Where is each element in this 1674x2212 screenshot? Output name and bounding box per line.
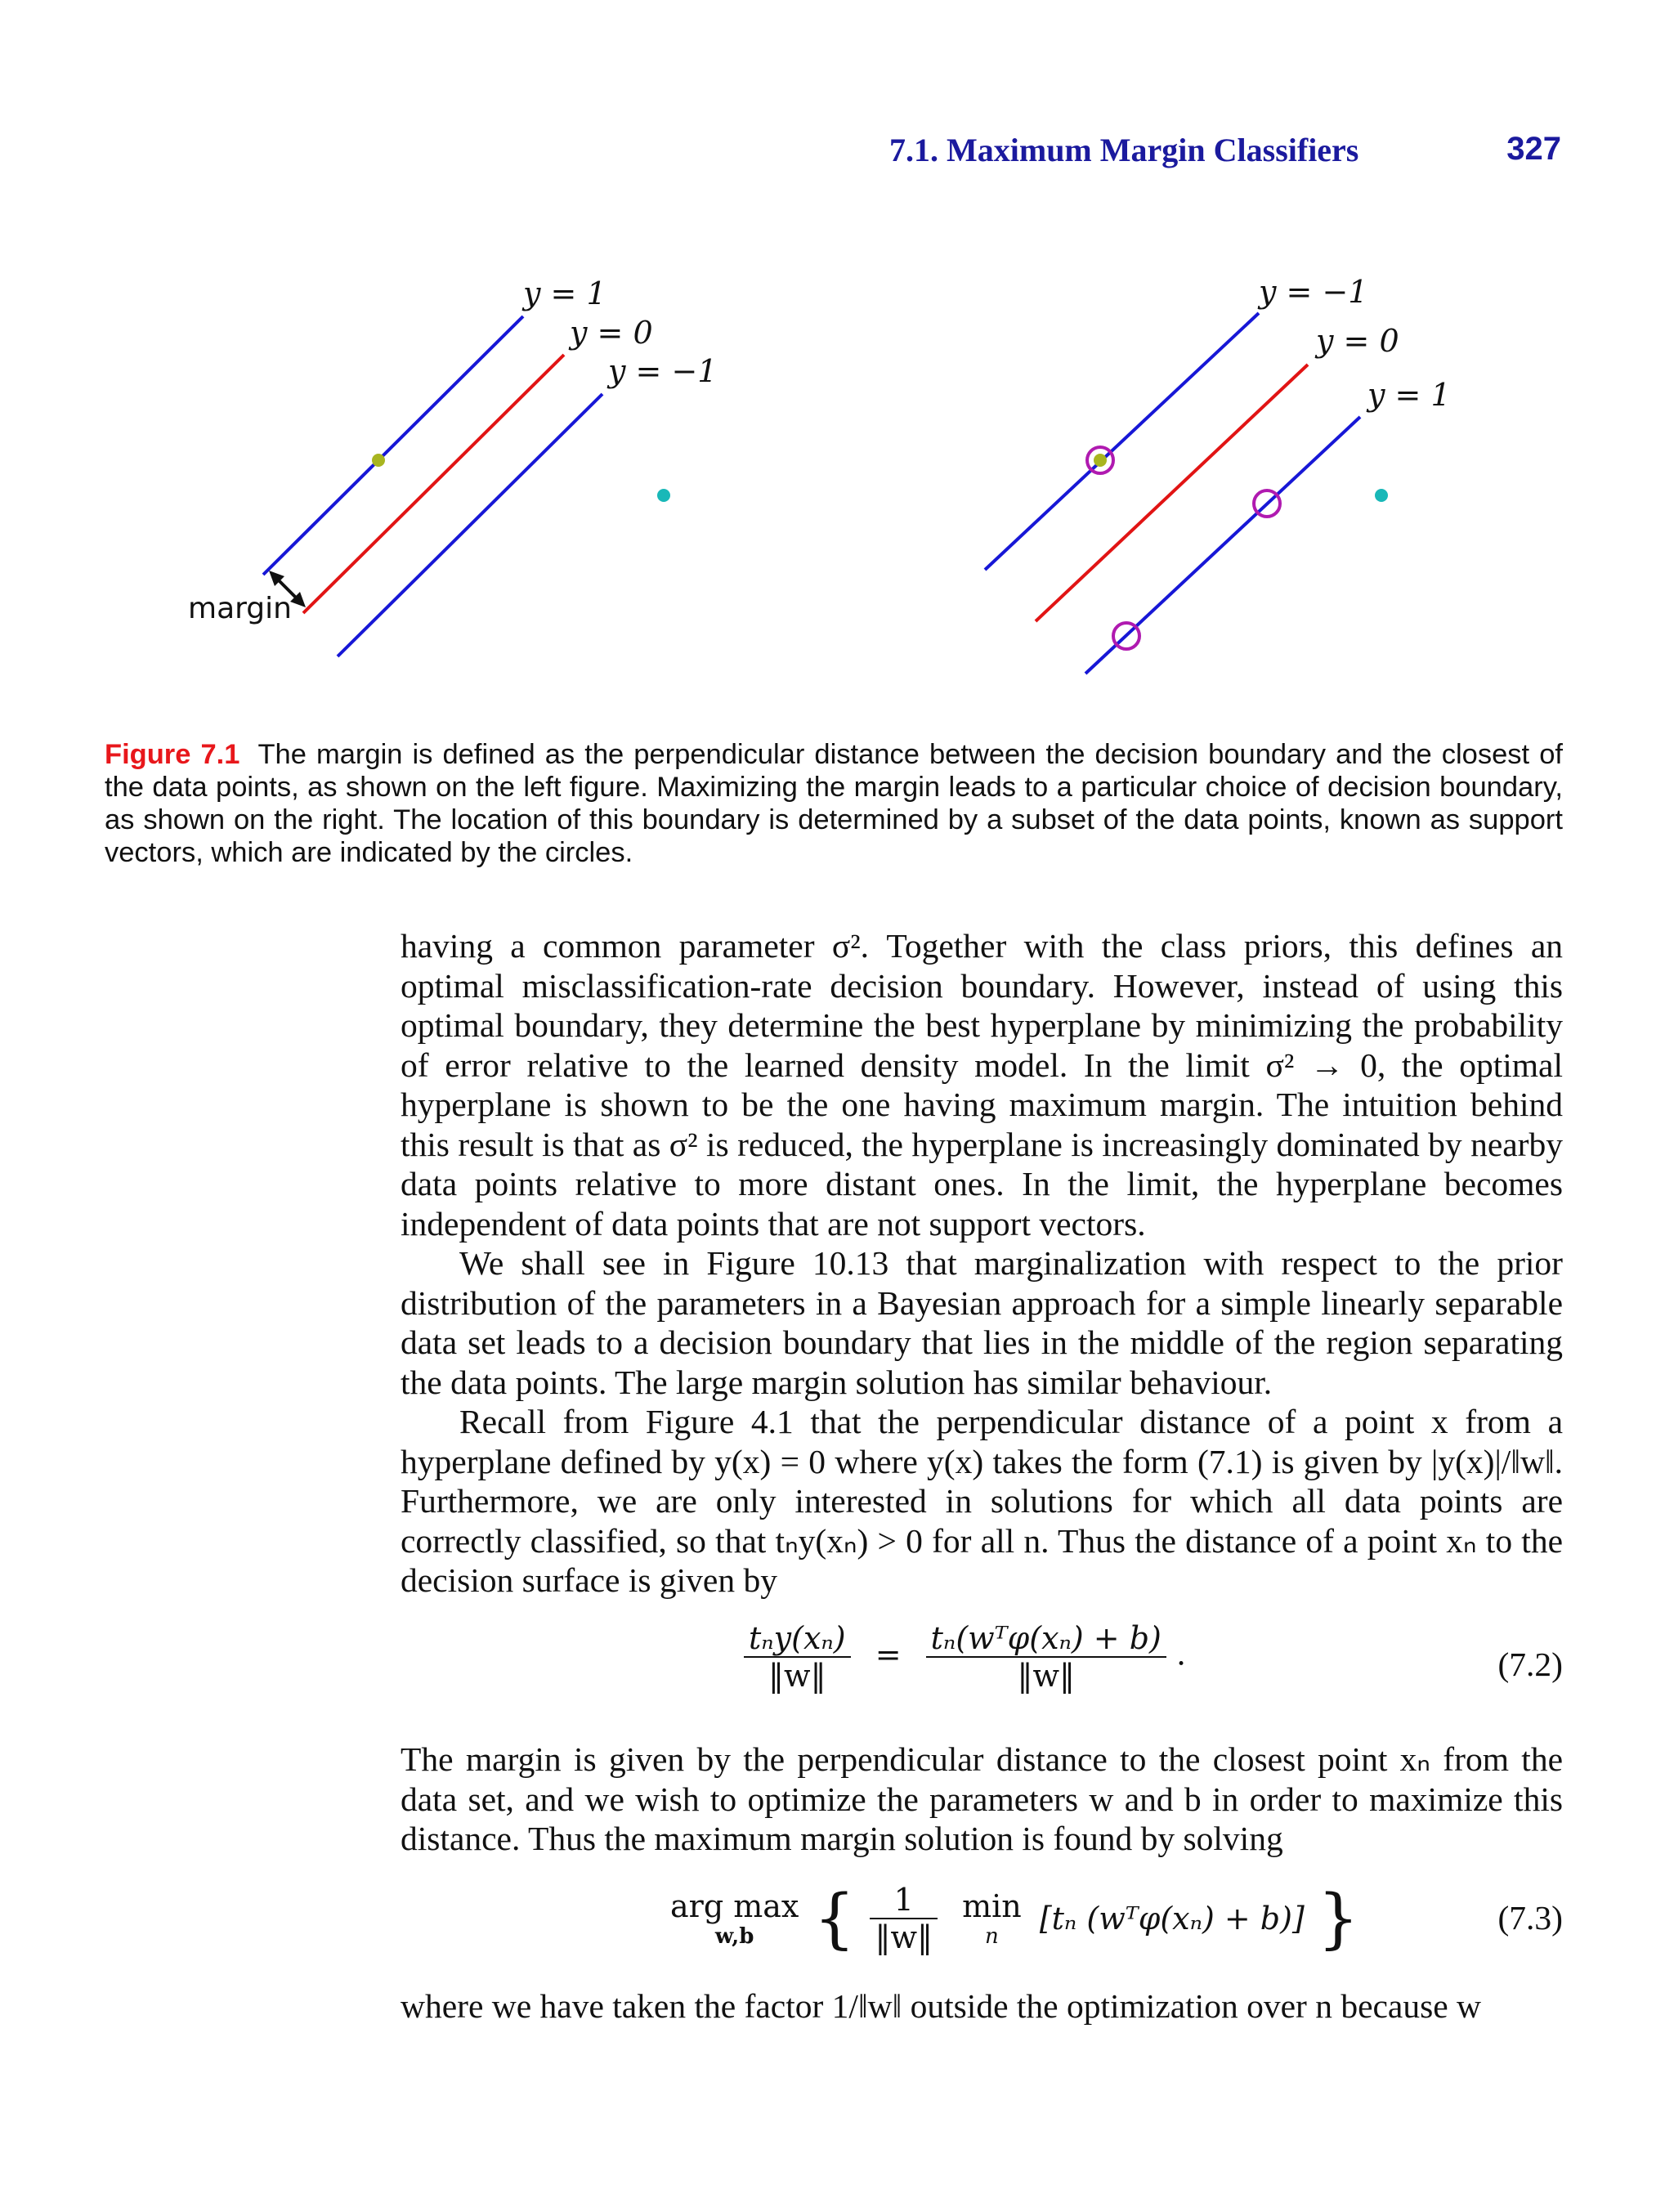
eq72-rhs-numerator: tₙ(wᵀφ(xₙ) + b): [926, 1620, 1166, 1658]
eq73-right-brace: }: [1317, 1880, 1359, 1956]
equation-7-2: [744, 1620, 1186, 1694]
equation-number-7-3: (7.3): [1497, 1899, 1563, 1937]
left-label-y0: y = 0: [570, 315, 653, 351]
equation-7-3: [670, 1880, 1359, 1956]
running-header-title: 7.1. Maximum Margin Classifiers: [889, 132, 1359, 168]
eq73-argmax: arg max w,b: [670, 1887, 799, 1949]
figure-7-1: [0, 245, 1674, 703]
figure-caption: [105, 738, 1563, 869]
body-text-block-3: [401, 1986, 1563, 2026]
eq72-period: .: [1175, 1636, 1187, 1672]
left-class-a-point: [372, 454, 385, 467]
left-margin-line-pos: [263, 316, 523, 575]
eq72-lhs-numerator: tₙy(xₙ): [744, 1620, 851, 1658]
left-class-b-point: [657, 489, 670, 502]
body-text-block-1: [401, 926, 1563, 1601]
right-label-y1: y = 1: [1367, 377, 1451, 413]
caption-text: The margin is defined as the perpendicular distance between the decision boundary and the closest of the data points, as shown on the left figure. Maximizing the margin leads to a particular choice of decision boundary, as shown on the right. The location of this boundary is determined by a subset of the data points, known as support vectors, which are indicated by the circles.: [105, 739, 1563, 868]
eq73-denominator: ‖w‖: [875, 1919, 933, 1955]
right-margin-line-pos: [1085, 417, 1360, 674]
eq72-equals: =: [875, 1636, 902, 1672]
right-margin-line-neg: [985, 313, 1259, 570]
right-label-yneg: y = −1: [1259, 274, 1368, 310]
eq73-left-brace: {: [813, 1880, 856, 1956]
margin-label: margin: [188, 592, 292, 625]
page-number: 327: [1506, 131, 1561, 167]
eq72-rhs-denominator: ‖w‖: [1017, 1658, 1076, 1694]
eq72-lhs-denominator: ‖w‖: [768, 1658, 826, 1694]
eq73-min: min n: [962, 1887, 1022, 1949]
paragraph: We shall see in Figure 10.13 that marginalization with respect to the prior distribution of the parameters in a Bayesian approach for a simple linearly separable data set leads to a decision boundary that lies in the middle of the region separating the data points. The large margin solution has similar behaviour.: [401, 1244, 1563, 1401]
left-label-y1: y = 1: [523, 275, 606, 311]
right-class-a-point: [1094, 454, 1107, 467]
right-label-y0: y = 0: [1316, 323, 1399, 359]
left-decision-boundary: [303, 355, 564, 613]
eq72-lhs-fraction: [744, 1620, 851, 1694]
right-decision-boundary: [1036, 365, 1308, 621]
eq73-fraction: [870, 1882, 938, 1955]
left-panel: [188, 275, 717, 656]
eq73-inner: [tₙ (wᵀφ(xₙ) + b)]: [1039, 1900, 1305, 1937]
right-panel: [985, 274, 1451, 674]
body-text-block-2: [401, 1740, 1563, 1859]
eq73-min-subscript: n: [985, 1923, 999, 1949]
paragraph: having a common parameter σ². Together with the class priors, this defines an optimal misclassification-rate decision boundary. However, instead of using this optimal boundary, they determine the best hyperplane by minimizing the probability of error relative to the learned density model. In the limit σ² → 0, the optimal hyperplane is shown to be the one having maximum margin. The intuition behind this result is that as σ² is reduced, the hyperplane is increasingly dominated by nearby data points relative to more distant ones. In the limit, the hyperplane becomes independent of data points that are not support vectors.: [401, 927, 1563, 1243]
left-margin-line-neg: [338, 394, 602, 656]
left-label-yneg: y = −1: [608, 353, 718, 389]
right-class-b-point: [1375, 489, 1388, 502]
paragraph: where we have taken the factor 1/‖w‖ outside the optimization over n because w: [401, 1987, 1482, 2025]
eq73-numerator: 1: [870, 1882, 938, 1919]
eq72-rhs-fraction: [926, 1620, 1166, 1694]
eq73-argmax-subscript: w,b: [714, 1923, 754, 1949]
equation-number-7-2: (7.2): [1497, 1646, 1563, 1683]
paragraph: Recall from Figure 4.1 that the perpendicular distance of a point x from a hyperplane defined by y(x) = 0 where y(x) takes the form (7.1) is given by |y(x)|/‖w‖. Furthermore, we are only interested in solutions for which all data points are correctly classified, so that tₙy(xₙ) > 0 for all n. Thus the distance of a point xₙ to the decision surface is given by: [401, 1403, 1563, 1599]
paragraph: The margin is given by the perpendicular distance to the closest point xₙ from the data set, and we wish to optimize the parameters w and b in order to maximize this distance. Thus the maximum margin solution is found by solving: [401, 1740, 1563, 1857]
figure-label: Figure 7.1: [105, 739, 240, 770]
